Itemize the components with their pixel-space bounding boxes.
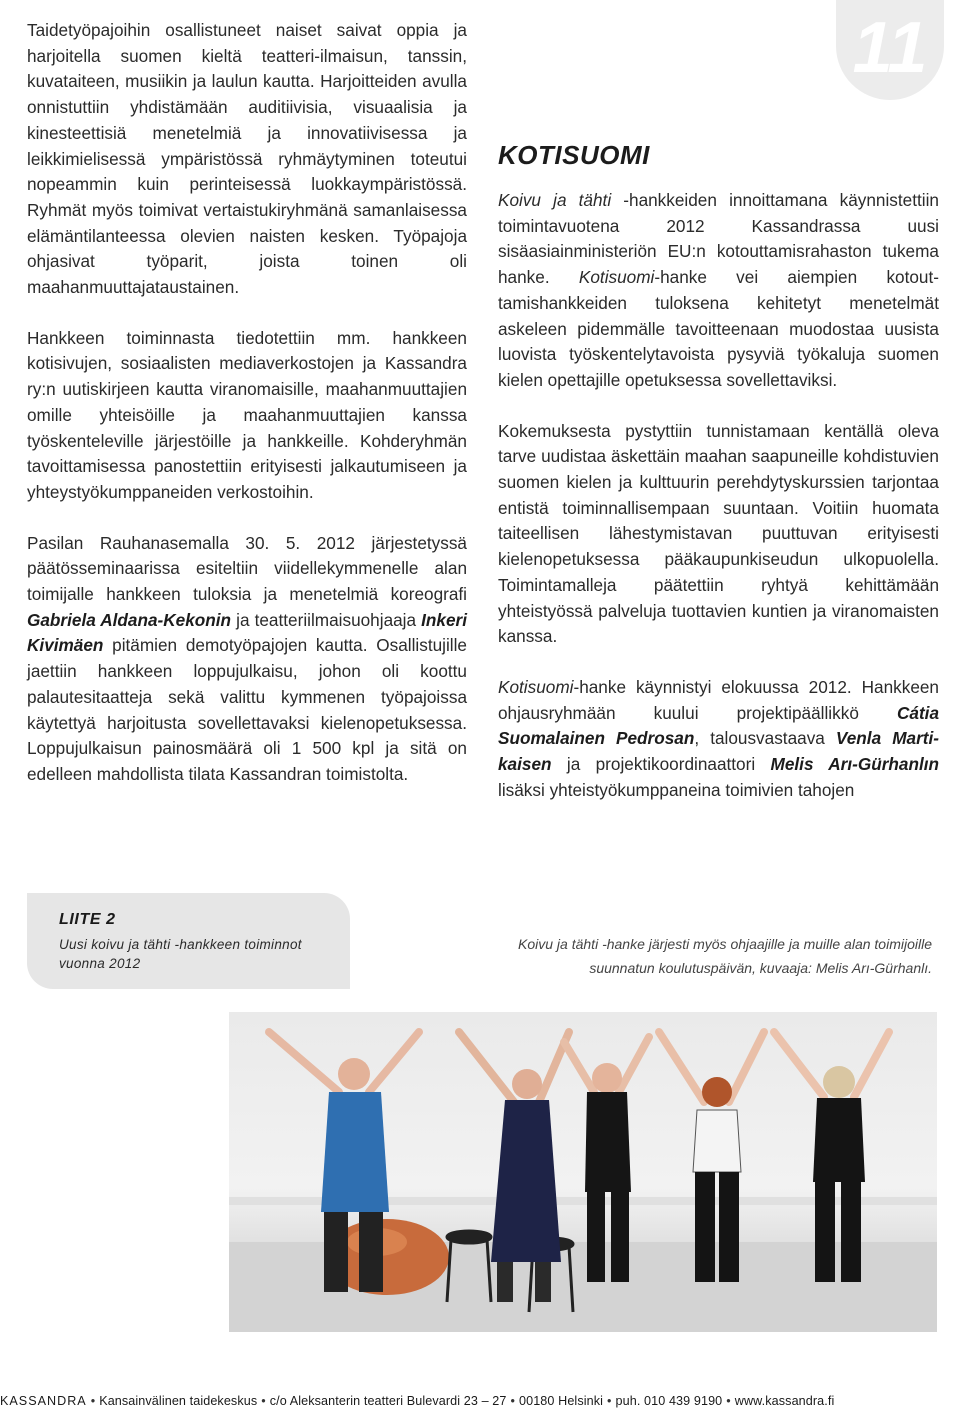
person-name: Inkeri Kivimäen: [27, 609, 467, 656]
footer-item: Kansainvälinen taidekeskus: [99, 1394, 258, 1408]
right-paragraph-3: Kotisuomi-hanke käynnistyi elokuussa 2012. Hankkeen ohjausryhmään kuului projektipäällikkö Cátia Suomalainen Pedrosan, talousvastaava Venla Martikaisen ja projektikoordinaattori Melis Arı-Gürhanlın lisäksi yhteistyökumppaneina toimivien tahojen: [498, 676, 940, 800]
person-name: Cátia Suomalainen Pedrosan: [498, 702, 939, 749]
left-column: [27, 18, 467, 813]
left-paragraph-2: Hankkeen toiminnasta tiedotettiin mm. hankkeen kotisivujen, sosiaalisten mediaverkostojen ja Kassandra ry:n uutiskirjeen kautta viranomaisille, maahanmuuttajien omille yhteisöille ja maahanmuuttajien kanssa työskenteleville järjestöille ja hankkeille. Kohderyhmän tavoittamisessa panostettiin erityisesti jalkautumiseen ja yhteystyökumppaneiden verkostoihin.: [27, 327, 467, 502]
footer-brand: KASSANDRA: [0, 1394, 87, 1408]
footer-website-link[interactable]: www.kassandra.fi: [734, 1394, 835, 1408]
footer-separator: •: [261, 1394, 266, 1408]
person-name: Gabriela Aldana-Kekonin: [27, 609, 232, 630]
left-paragraph-3: Pasilan Rauhanasemalla 30. 5. 2012 järjestetyssä päätösseminaarissa esiteltiin viidellekymmenelle alan toimijalle hankkeen tuloksia ja menetelmiä koreografi Gabriela Aldana-Kekonin ja teatteriilmaisuohjaaja Inkeri Kivimäen pitämien demotyöpajojen kautta. Osallistujille jaettiin hankkeen loppujulkaisu, johon oli koottu palautesitaatteja sekä valittu kymmenen työpajoissa käytettyä harjoitusta sovellettavaksi kielenopetuksessa. Loppujulkaisun painosmäärä oli 1 500 kpl ja sitä on edelleen mahdollista tilata Kassandran toimistolta.: [27, 532, 467, 784]
right-paragraph-1: Koivu ja tähti -hankkeiden innoittamana käynnistettiin toimintavuotena 2012 Kassandrassa uusi sisäasiainministeriön EU:n kotouttamisrahaston tukema hanke. Kotisuomi-hanke vei aiempien kotouttamishankkeiden tuloksena kehitetyt menetelmät askeleen pidemmälle tavoitteenaan muodostaa uusista luovista työskentelytavoista pysyviä työkaluja suomen kielen opettajille opetuksessa sovellettaviksi.: [498, 190, 940, 390]
footer-phone: puh. 010 439 9190: [615, 1394, 723, 1408]
photo-caption: [460, 932, 932, 980]
page-number: 11: [852, 8, 928, 88]
footer-item: 00180 Helsinki: [519, 1394, 604, 1408]
right-column: [498, 140, 939, 828]
right-paragraph-2: Kokemuksesta pystyttiin tunnistamaan kentällä oleva tarve uudistaa äskettäin maahan saapuneille kohdistuvien suomen kielen ja kulttuurin perehdytyskurssien tarjontaa entistä toiminnallisempaan suuntaan. Voitiin huomata taiteellisen lähestymistavan puuttuvan erityisesti kielenopetuksessa pääkaupunkiseudun ulkopuolella. Toimintamalleja päätettiin ryhtyä kehittämään yhteistyössä palveluja tuottavien kuntien ja viranomaisten kanssa.: [498, 420, 939, 647]
caption-line-2: suunnatun koulutuspäivän, kuvaaja: Melis Arı-Gürhanlı.: [589, 960, 932, 976]
section-heading: KOTISUOMI: [498, 140, 650, 170]
footer-separator: •: [90, 1394, 96, 1408]
workshop-photo: [229, 1012, 937, 1332]
footer: [0, 1392, 960, 1411]
footer-separator: •: [510, 1394, 515, 1408]
footer-separator: •: [607, 1394, 612, 1408]
jumping-women-illustration: [229, 1012, 937, 1332]
appendix-title: LIITE 2: [59, 911, 116, 928]
footer-item: c/o Aleksanterin teatteri Bulevardi 23 – 27: [269, 1394, 507, 1408]
appendix-box: [27, 893, 350, 989]
caption-line-1: Koivu ja tähti -hanke järjesti myös ohjaajille ja muille alan toimijoille: [518, 936, 932, 952]
appendix-subtitle: Uusi koivu ja tähti -hankkeen toiminnot vuonna 2012: [59, 937, 302, 971]
person-name: Melis Arı-Gürhanlın: [770, 754, 940, 775]
page-number-badge: [836, 0, 944, 100]
footer-separator: •: [726, 1394, 731, 1408]
person-name: Venla Martikaisen: [498, 728, 939, 775]
left-paragraph-1: Taidetyöpajoihin osallistuneet naiset saivat oppia ja harjoitella suomen kieltä teatteri-ilmaisun, tanssin, kuvataiteen, musiikin ja laulun kautta. Harjoitteiden avulla onnistuttiin yhdistämään auditiivisia, visuaalisia ja kinesteettisiä menetelmiä ja innovatiivisessa ja leikkimielisessä ympäristössä ryhmäytyminen toteutui nopeammin kuin perinteisessä luokkaympäristössä. Ryhmät myös toimivat vertaistukiryhmänä samanlaisessa elämäntilanteessa olevien naisten kesken. Työpajoja ohjasivat työparit, joista toinen oli maahanmuuttajataustainen.: [27, 20, 467, 298]
